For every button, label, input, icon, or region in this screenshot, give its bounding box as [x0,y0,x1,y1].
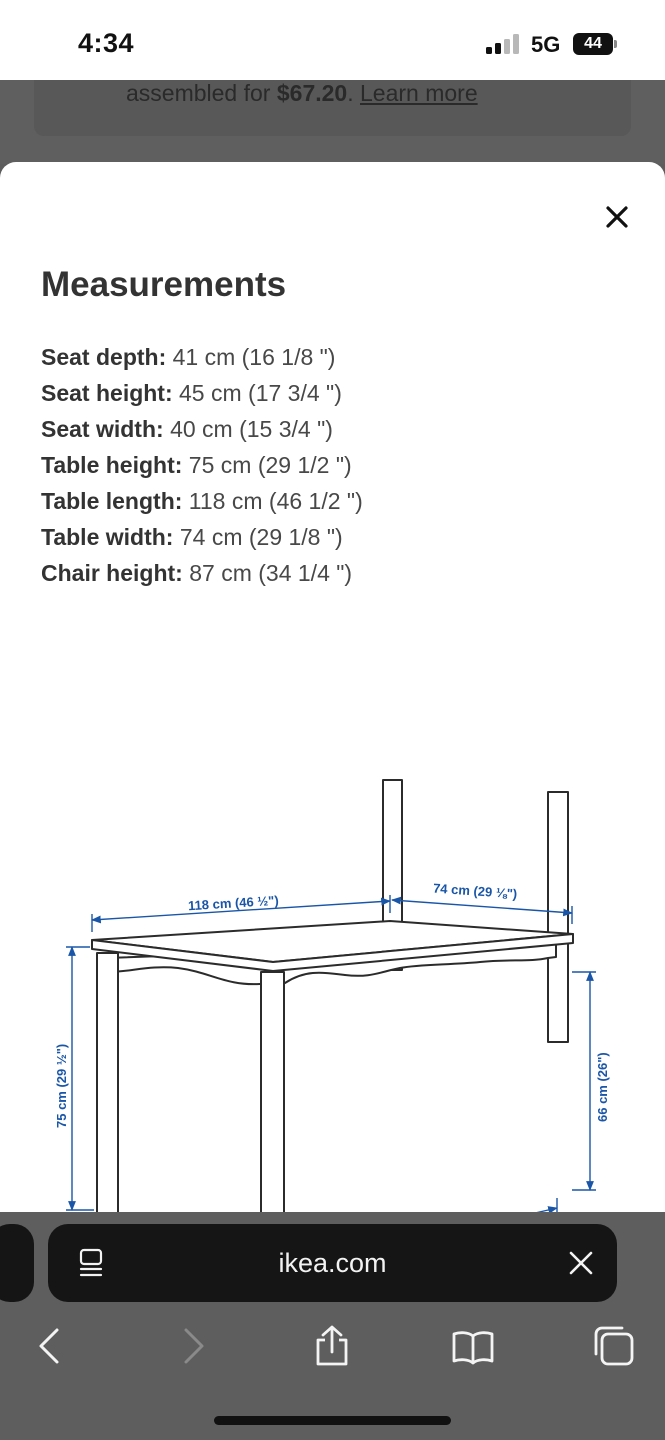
list-item [41,411,363,447]
browser-toolbar [0,1212,665,1440]
spec-label: Seat width: [41,416,164,442]
assembly-text: assembled for $67.20. Learn more [126,80,478,106]
forward-icon[interactable] [172,1324,216,1368]
bookmarks-icon[interactable] [451,1324,495,1368]
share-icon[interactable] [310,1324,354,1368]
dim-label-top-length: 118 cm (46 ½") [187,892,280,914]
list-item [41,483,363,519]
spec-label: Table length: [41,488,183,514]
assembly-price: $67.20 [276,80,348,106]
table-drawing [92,780,573,1250]
status-bar [0,0,665,80]
previous-tab-pill[interactable] [0,1224,34,1302]
measurement-list [41,339,363,591]
back-icon[interactable] [27,1324,71,1368]
signal-icon [486,34,522,54]
background-page [0,80,665,164]
list-item [41,447,363,483]
list-item [41,375,363,411]
measurements-sheet [0,162,665,1212]
battery-icon [573,33,617,55]
dim-label-top-width: 74 cm (29 ⅛") [432,880,518,902]
spec-label: Seat height: [41,380,173,406]
tabs-icon[interactable] [592,1324,636,1368]
dim-label-overall-height: 75 cm (29 ½") [54,1043,69,1128]
battery-level: 44 [573,33,613,55]
spec-label: Table width: [41,524,174,550]
home-indicator[interactable] [214,1416,451,1425]
dim-label-leg-height: 66 cm (26") [595,1052,610,1122]
status-time: 4:34 [78,28,135,58]
spec-label: Chair height: [41,560,183,586]
address-bar[interactable] [48,1224,617,1302]
close-icon[interactable] [596,196,638,238]
list-item [41,555,363,591]
network-label: 5G [531,32,561,57]
spec-value: 41 cm (16 1/8 ") [172,344,336,370]
page-title: Measurements [41,265,287,304]
spec-value: 45 cm (17 3/4 ") [179,380,342,406]
close-tab-icon[interactable] [566,1248,596,1278]
spec-label: Table height: [41,452,183,478]
spec-value: 87 cm (34 1/4 ") [189,560,353,586]
learn-more-link[interactable]: Learn more [360,80,478,106]
spec-value: 40 cm (15 3/4 ") [170,416,333,442]
list-item [41,519,363,555]
spec-value: 74 cm (29 1/8 ") [179,524,343,550]
list-item [41,339,363,375]
dimension-diagram [0,710,665,1130]
spec-value: 118 cm (46 1/2 ") [188,488,363,514]
url-text[interactable]: ikea.com [278,1248,387,1278]
spec-label: Seat depth: [41,344,167,370]
spec-value: 75 cm (29 1/2 ") [188,452,352,478]
